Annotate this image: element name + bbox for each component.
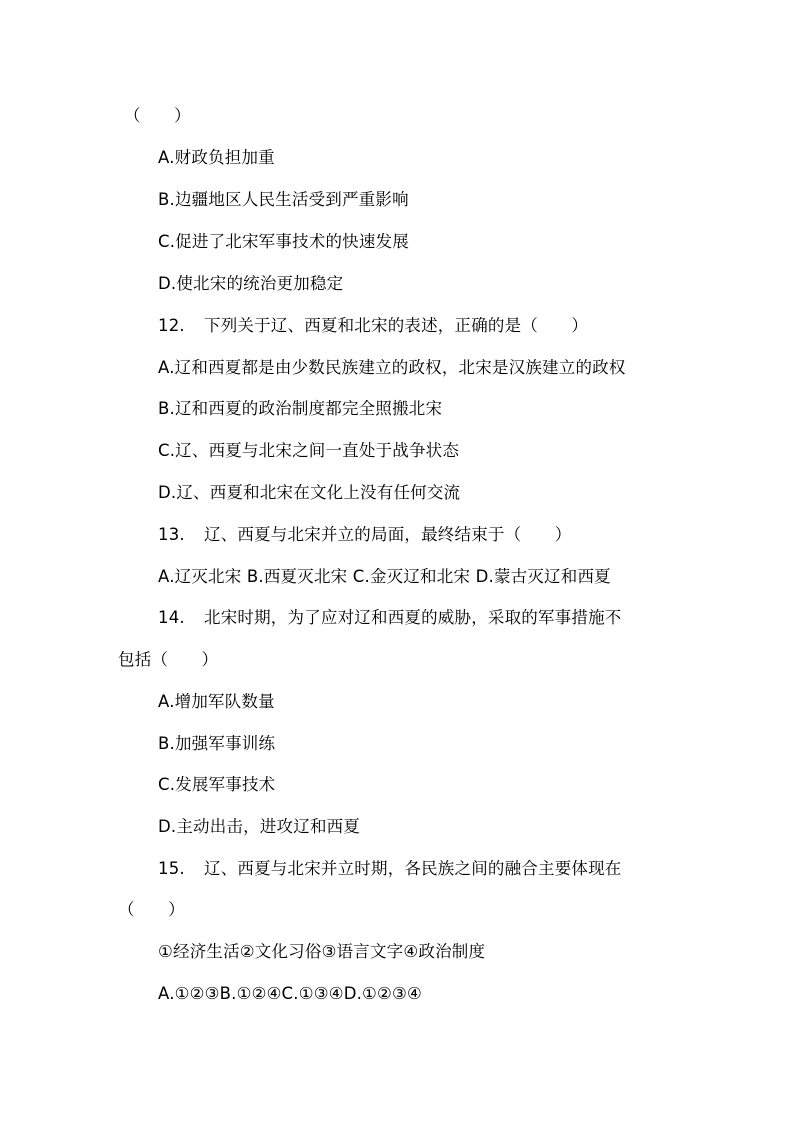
question-12 xyxy=(158,315,588,337)
option-a: A.辽和西夏都是由少数民族建立的政权，北宋是汉族建立的政权 xyxy=(158,358,626,377)
question-13 xyxy=(158,524,571,546)
question-15 xyxy=(158,858,622,880)
option-b: B.加强军事训练 xyxy=(158,734,276,753)
question-stem: 辽、西夏与北宋并立的局面，最终结束于（ ） xyxy=(204,525,572,544)
question-number: 15. xyxy=(158,859,185,878)
option-d: D.使北宋的统治更加稳定 xyxy=(158,274,344,293)
option-d: D.辽、西夏和北宋在文化上没有任何交流 xyxy=(158,483,461,502)
question-stem: 北宋时期，为了应对辽和西夏的威胁，采取的军事措施不 xyxy=(204,608,622,627)
question-number: 12. xyxy=(158,316,185,335)
option-b: B.辽和西夏的政治制度都完全照搬北宋 xyxy=(158,399,443,418)
numbered-items: ①经济生活②文化习俗③语言文字④政治制度 xyxy=(158,942,486,961)
options-inline: A.辽灭北宋 B.西夏灭北宋 C.金灭辽和北宋 D.蒙古灭辽和西夏 xyxy=(158,567,611,586)
option-b: B.边疆地区人民生活受到严重影响 xyxy=(158,190,409,209)
question-number: 14. xyxy=(158,608,185,627)
question-stem: 辽、西夏与北宋并立时期，各民族之间的融合主要体现在 xyxy=(204,859,622,878)
question-stem-continued: 包括（ ） xyxy=(118,650,219,669)
question-stem: 下列关于辽、西夏和北宋的表述，正确的是（ ） xyxy=(204,316,589,335)
question-number: 13. xyxy=(158,525,185,544)
question-stem-continued: （ ） xyxy=(118,900,185,919)
option-d: D.主动出击，进攻辽和西夏 xyxy=(158,817,361,836)
options-inline: A.①②③B.①②④C.①③④D.①②③④ xyxy=(158,984,423,1003)
answer-bracket: （ ） xyxy=(124,106,191,125)
option-a: A.财政负担加重 xyxy=(158,148,275,167)
option-c: C.促进了北宋军事技术的快速发展 xyxy=(158,232,409,251)
option-c: C.发展军事技术 xyxy=(158,775,276,794)
option-a: A.增加军队数量 xyxy=(158,692,275,711)
option-c: C.辽、西夏与北宋之间一直处于战争状态 xyxy=(158,441,460,460)
question-14 xyxy=(158,607,622,629)
